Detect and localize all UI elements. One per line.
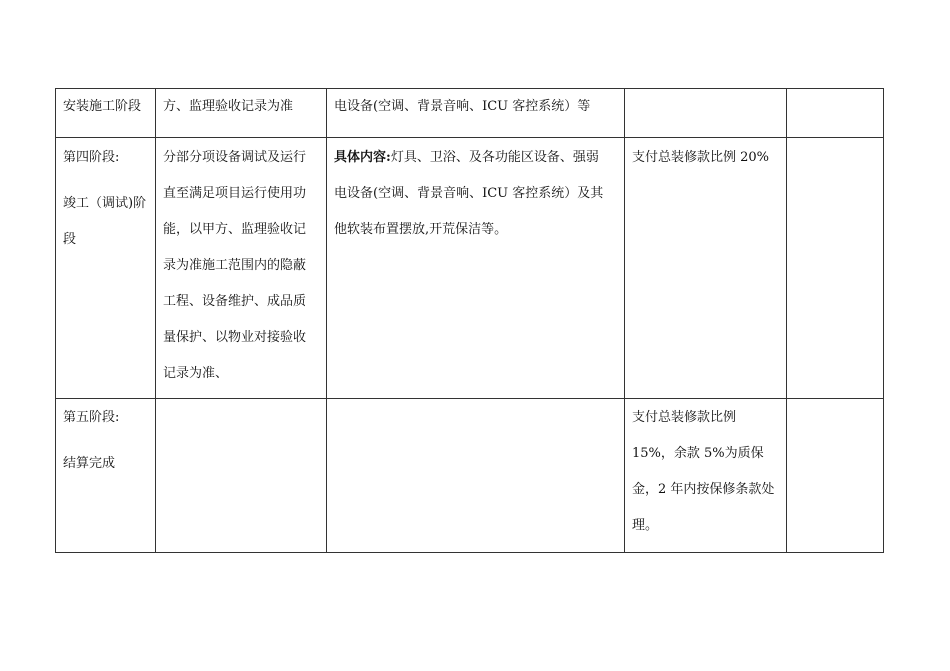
remark-cell	[787, 89, 884, 138]
scope-line: 量保护、以物业对接验收	[163, 330, 307, 345]
content-line: 他软装布置摆放,开荒保洁等。	[334, 222, 508, 237]
content-cell	[327, 89, 625, 138]
remark-cell	[787, 138, 884, 399]
scope-text: 方、监理验收记录为准	[163, 99, 294, 114]
content-line	[334, 140, 617, 176]
stage-name-line: 结算完成	[63, 456, 116, 471]
scope-line: 能，以甲方、监理验收记	[163, 222, 307, 237]
scope-line: 分部分项设备调试及运行	[163, 150, 307, 165]
scope-line: 直至满足项目运行使用功	[163, 186, 307, 201]
scope-cell	[156, 89, 327, 138]
payment-line: 金，2 年内按保修条款处	[632, 482, 775, 497]
content-line: 电设备(空调、背景音响、ICU 客控系统）及其	[334, 186, 604, 201]
scope-cell	[156, 399, 327, 553]
stage-cell	[56, 89, 156, 138]
payment-cell	[625, 138, 787, 399]
stage-name-line: 竣工（调试)阶	[63, 196, 147, 211]
content-text: 电设备(空调、背景音响、ICU 客控系统）等	[334, 99, 591, 114]
stage-name-line: 第五阶段:	[63, 410, 120, 425]
content-heading: 具体内容:	[334, 150, 391, 165]
table-row	[56, 138, 884, 399]
payment-line: 理。	[632, 518, 659, 533]
scope-line: 录为准施工范围内的隐蔽	[163, 258, 307, 273]
payment-line: 支付总装修款比例	[632, 410, 737, 425]
scope-line: 记录为准、	[163, 366, 229, 381]
scope-cell	[156, 138, 327, 399]
stage-cell	[56, 399, 156, 553]
content-cell	[327, 138, 625, 399]
payment-cell	[625, 89, 787, 138]
stage-name-line: 第四阶段:	[63, 150, 120, 165]
table-row	[56, 89, 884, 138]
table-row	[56, 399, 884, 553]
content-cell	[327, 399, 625, 553]
stage-payment-table	[55, 88, 884, 553]
remark-cell	[787, 399, 884, 553]
stage-cell	[56, 138, 156, 399]
content-line-text: 灯具、卫浴、及各功能区设备、强弱	[390, 150, 599, 165]
scope-line: 工程、设备维护、成品质	[163, 294, 307, 309]
stage-name-line: 段	[63, 232, 77, 247]
payment-line: 15%，余款 5%为质保	[632, 446, 764, 461]
payment-text: 支付总装修款比例 20%	[632, 150, 770, 165]
stage-name: 安装施工阶段	[63, 99, 142, 114]
payment-cell	[625, 399, 787, 553]
